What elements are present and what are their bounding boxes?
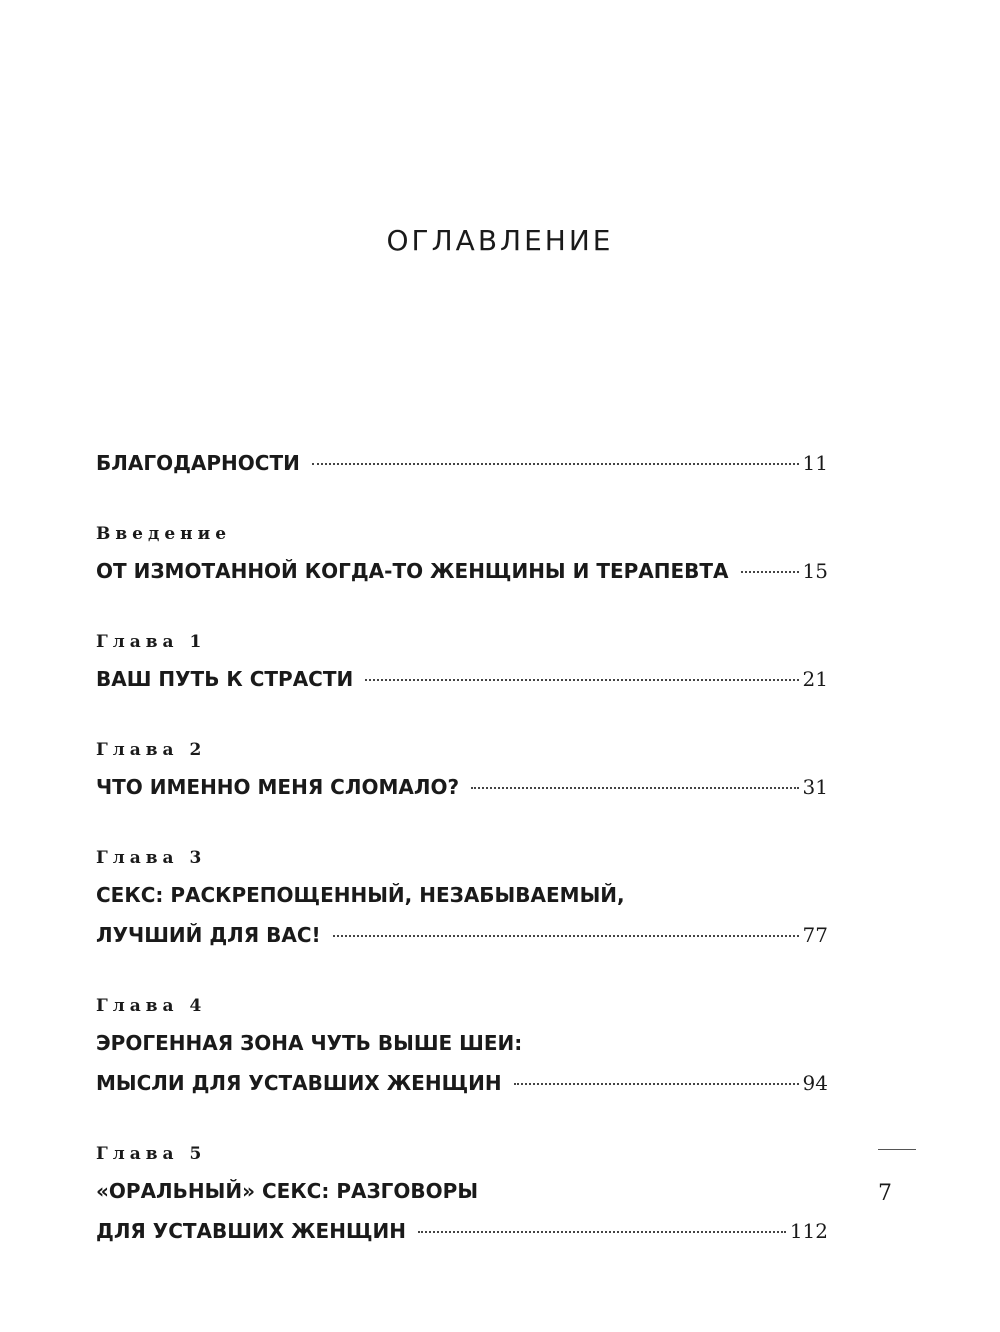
entry-leader-line bbox=[96, 1066, 828, 1100]
chapter-label: Глава 1 bbox=[96, 632, 207, 652]
entry-title-line: СЕКС: РАСКРЕПОЩЕННЫЙ, НЕЗАБЫВАЕМЫЙ, bbox=[96, 883, 625, 907]
dot-leader bbox=[333, 935, 799, 937]
toc-entry[interactable] bbox=[96, 630, 828, 696]
toc-entry[interactable] bbox=[96, 738, 828, 804]
toc-entry[interactable] bbox=[96, 446, 828, 480]
chapter-label: Глава 3 bbox=[96, 848, 207, 868]
chapter-label: Глава 5 bbox=[96, 1144, 207, 1164]
entry-title: БЛАГОДАРНОСТИ bbox=[96, 451, 300, 475]
toc-entry[interactable] bbox=[96, 846, 828, 952]
entry-leader-line bbox=[96, 1214, 828, 1248]
entry-title: ДЛЯ УСТАВШИХ ЖЕНЩИН bbox=[96, 1219, 406, 1243]
table-of-contents bbox=[96, 446, 828, 1248]
dot-leader bbox=[312, 463, 799, 465]
toc-entry[interactable] bbox=[96, 522, 828, 588]
dot-leader bbox=[514, 1083, 799, 1085]
entry-leader-line bbox=[96, 446, 828, 480]
entry-page-number: 11 bbox=[802, 451, 828, 475]
entry-page-number: 21 bbox=[802, 667, 828, 691]
entry-leader-line bbox=[96, 918, 828, 952]
entry-title: ЛУЧШИЙ ДЛЯ ВАС! bbox=[96, 923, 321, 947]
dot-leader bbox=[741, 571, 799, 573]
entry-title: МЫСЛИ ДЛЯ УСТАВШИХ ЖЕНЩИН bbox=[96, 1071, 502, 1095]
entry-page-number: 15 bbox=[802, 559, 828, 583]
dot-leader bbox=[471, 787, 798, 789]
entry-title: ВАШ ПУТЬ К СТРАСТИ bbox=[96, 667, 354, 691]
toc-entry[interactable] bbox=[96, 1142, 828, 1248]
page-number: 7 bbox=[878, 1181, 892, 1206]
chapter-label: Введение bbox=[96, 524, 232, 544]
toc-entry[interactable] bbox=[96, 994, 828, 1100]
dot-leader bbox=[365, 679, 798, 681]
entry-page-number: 77 bbox=[802, 923, 828, 947]
entry-leader-line bbox=[96, 554, 828, 588]
page-title: ОГЛАВЛЕНИЕ bbox=[386, 224, 614, 257]
entry-leader-line bbox=[96, 662, 828, 696]
entry-title: ОТ ИЗМОТАННОЙ КОГДА-ТО ЖЕНЩИНЫ И ТЕРАПЕВТА bbox=[96, 559, 729, 583]
folio-rule bbox=[878, 1149, 916, 1150]
chapter-label: Глава 2 bbox=[96, 740, 207, 760]
chapter-label: Глава 4 bbox=[96, 996, 207, 1016]
entry-title-line: ЭРОГЕННАЯ ЗОНА ЧУТЬ ВЫШЕ ШЕИ: bbox=[96, 1031, 523, 1055]
entry-page-number: 112 bbox=[789, 1219, 828, 1243]
dot-leader bbox=[418, 1231, 786, 1233]
entry-title: ЧТО ИМЕННО МЕНЯ СЛОМАЛО? bbox=[96, 775, 460, 799]
entry-page-number: 94 bbox=[802, 1071, 828, 1095]
entry-title-line: «ОРАЛЬНЫЙ» СЕКС: РАЗГОВОРЫ bbox=[96, 1179, 479, 1203]
entry-leader-line bbox=[96, 770, 828, 804]
entry-page-number: 31 bbox=[802, 775, 828, 799]
